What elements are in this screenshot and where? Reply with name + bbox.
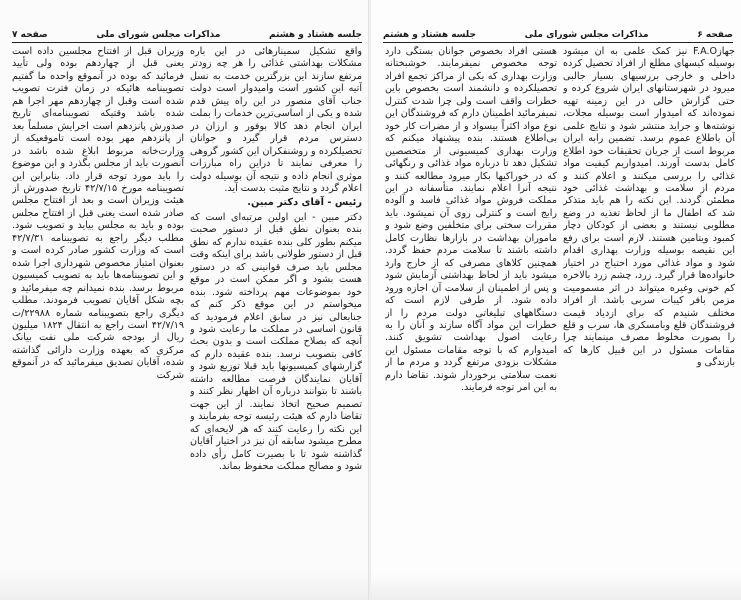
text-column-right	[563, 46, 735, 566]
text-column-left	[385, 46, 557, 566]
scan-shadow	[0, 572, 370, 600]
running-title: مذاکرات مجلس شورای ملی	[524, 30, 649, 40]
scan-shadow	[371, 572, 741, 600]
session-label: جلسه هشتاد و هشتم	[383, 30, 476, 40]
page-header	[383, 26, 733, 43]
page-number: صفحه ۶	[697, 30, 733, 40]
speaker-heading: رئیس - آقای دکتر مبین.	[247, 197, 362, 209]
paragraph: دکتر مبین - این اولین مرتبه‌ای است که بنده بعنوان نطق قبل از دستور صحبت میکنم بطور کلی بنده عقیده ندارم که نطق قبل از دستور طولانی باشد برای اینکه وقت مجلس باید صرف قوانینی که در دستور هست بشود و اگر ممکن است در موقع خود بموضوعات مهم پرداخته شود. بنده میخواستم در این موقع ذکر کنم که جنابعالی نیز در سابق اعلام فرمودید که قانون اساسی در مملکت ما رعایت شود و آنچه که بصلاح مملکت است و بدون بحث کافی بتصویب نرسد. بنده عقیده دارم که گزارشهای کمیسیونها باید قبلا توزیع شود و آقایان نمایندگان فرصت مطالعه داشته باشند تا بتوانند درباره آن اظهار نظر کنند و تصمیم صحیح اتخاذ نمایند. از این جهت تقاضا دارم که هیئت رئیسه توجه بفرمایند و این نکته را رعایت کنند که هر لایحه‌ای که مطرح میشود سابقه آن نیز در اختیار آقایان گذاشته شود تا با بصیرت کامل رأی داده شود و مصالح مملکت محفوظ بماند.	[190, 211, 362, 472]
page-6	[371, 0, 741, 600]
paragraph: وزیران قبل از افتتاح مجلسین داده است یعنی قبل از چهاردهم بوده ولی تأیید فرمائید که بوده در آنموقع واحده ما گفتیم تصویبنامه هائیکه در زمان فترت تصویب شده است وقبل از چهاردهم مهر اجرا هم شده باشد وقتیکه تصویبنامه‌ای تاریخ صدورش پانزدهم است اجرایش مسلماً بعد از پانزدهم مهر بوده است تاموقعیکه از وزارت‌خانه مربوط ابلاغ شده باشد در آنصورت باید از مجلس بگذرد و این موضوع را باید مورد توجه قرار داد. بنابراین این تصویبنامه مورخ ۴۲/۷/۱۵ تاریخ صدورش از هیئت وزیران است و بعد از افتتاح مجلس صادر شده است یعنی قبل از افتتاح مجلس بوده و باید به مجلس بیاید و تصویب شود. مطلب دیگر راجع به تصویبنامه ۴۲/۷/۳۱ است که وزارت کشور صادر کرده است و بعنوان امتیاز مخصوص شهرداری اجرا شده و این تصویبنامه‌ها باید به تصویب کمیسیون مربوط برسد. بنده نمیدانم چه میفرمائید و بچه شکل آقایان تصویب فرمودند. مطلب دیگری راجع بتصویبنامه شماره ۲۲۹۸۸/ت ۴۲/۷/۱۹ است راجع به انتقال ۱۸۲۴ میلیون ریال از بودجه شرکت ملی نفت بیانک مرکزی که بعهده وزارت دارائی گذاشته شده، آقایان تصدیق میفرمائید که در آنموقع شرکت	[12, 46, 184, 381]
page-header	[12, 26, 362, 43]
page-number: صفحه ۷	[12, 30, 48, 40]
text-column-left	[12, 46, 184, 566]
paragraph: واقع تشکیل سمینارهائی در این باره مشکلات بهداشتی غذائی را هر چه زودتر مرتفع سازند این بزرگترین خدمت به نسل آتیه این کشور است وامیدوار است دولت جناب آقای منصور در این راه پیش قدم شده و یکی از اساسی‌ترین خدمات را بملت ایران انجام دهد کالا بوفور و ارزان در دسترس مردم قرار گیرد و جوانان تحصیلکرده و روشنفکران این کشور گروهی را معرفی نمایند تا دراین راه مبارزات موثری انجام داده و نتیجه آن بوسیله دولت اعلام گردد و نتایج مثبت بدست آید.	[190, 46, 362, 194]
running-title: مذاکرات مجلس شورای ملی	[96, 30, 221, 40]
paragraph: هستی افراد بخصوص جوانان بستگی دارد توجه مخصوص نمیفرمایند. خوشبختانه وزارت بهداری که یکی از مراکز تجمع افراد تحصیلکرده و دانشمند است بخصوص باین خطرات واقف است ولی چرا شدت کنترل نمیفرمائید اطمینان دارم که فروشندگان این نوع مواد اکثراً بیسواد و از مضرات کار خود بی‌اطلاع هستند. بنده پیشنهاد میکنم که وزارت بهداری کمیسیونی از متخصصین تشکیل دهد تا درباره مواد غذائی و رنگهائی که در خوراکیها بکار میرود مطالعه کنند و نتیجه آنرا اعلام نمایند. متأسفانه در این مملکت فروش مواد غذائی فاسد و آلوده رایج است و کنترلی روی آن نمیشود. باید مقررات سختی برای متخلفین وضع شود و ماموران بهداشت در بازارها نظارت کامل داشته باشند تا سلامت مردم حفظ گردد. همچنین کلاهای مصرفی که از خارج وارد میشود باید از لحاظ بهداشتی آزمایش شود و پس از اطمینان از سلامت آن اجازه ورود داده شود. از طرفی لازم است که دستگاههای تبلیغاتی دولت مردم را از خطرات این مواد آگاه سازند و آنان را به رعایت اصول بهداشت تشویق کنند. امیدوارم که با توجه مقامات مسئول این مشکلات بزودی مرتفع گردد و مردم ما از نعمت سلامتی برخوردار شوند. تقاضا دارم به این امر توجه فرمایند.	[385, 46, 557, 394]
paragraph: جهازF.A.O نیز کمک علمی به آن میشود بوسیله کیسهای مطلع از افراد تحصیل کرده داخلی و خارجی بررسیهای بسیار جالبی میرود در شهرستانهای ایران شروع کرده و حتی گزارش حالی در این زمینه تهیه نموده‌اند که امیدوار است بوسیله مجلات، نوشته‌ها و جراید منتشر شود و نتایج علمی آن باطلاع عموم برسد. تضمین رابه ایران مربوط است از جریان تحقیقات خود اطلاع کامل بدست آورند. امیدواریم کیفیت مواد غذائی را بررسی میکنند و اعلام کنند و مردم از سلامت و بهداشت غذائی خود مطمئن گردند. این نکته را هم باید متذکر شد که اطفال ما از لحاظ تغذیه در وضع مطلوبی نیستند و بعضی از کودکان دچار کمبود ویتامین هستند. لازم است برای رفع این نقیصه بوسیله وزارت بهداری اقدام شود و مواد غذائی مورد احتیاج در اختیار خانواده‌ها قرار گیرد. زرد، چشم زرد بالاخره کم خونی وغیره میتواند در اثر مسمومیت مزمن بافر کیبات سربی باشد. از افراد مختلف شنیدم که برای ازدیاد قیمت فروشندگان قلع وبامسکری ها، سرب و قلع را بصورت مخلوط مصرف مینمایند چرا مقامات مسئول در این قبیل کارها که بازندگی و	[563, 46, 735, 369]
session-label: جلسه هشتاد و هشتم	[269, 30, 362, 40]
page-7	[0, 0, 370, 600]
text-column-right	[190, 46, 362, 566]
